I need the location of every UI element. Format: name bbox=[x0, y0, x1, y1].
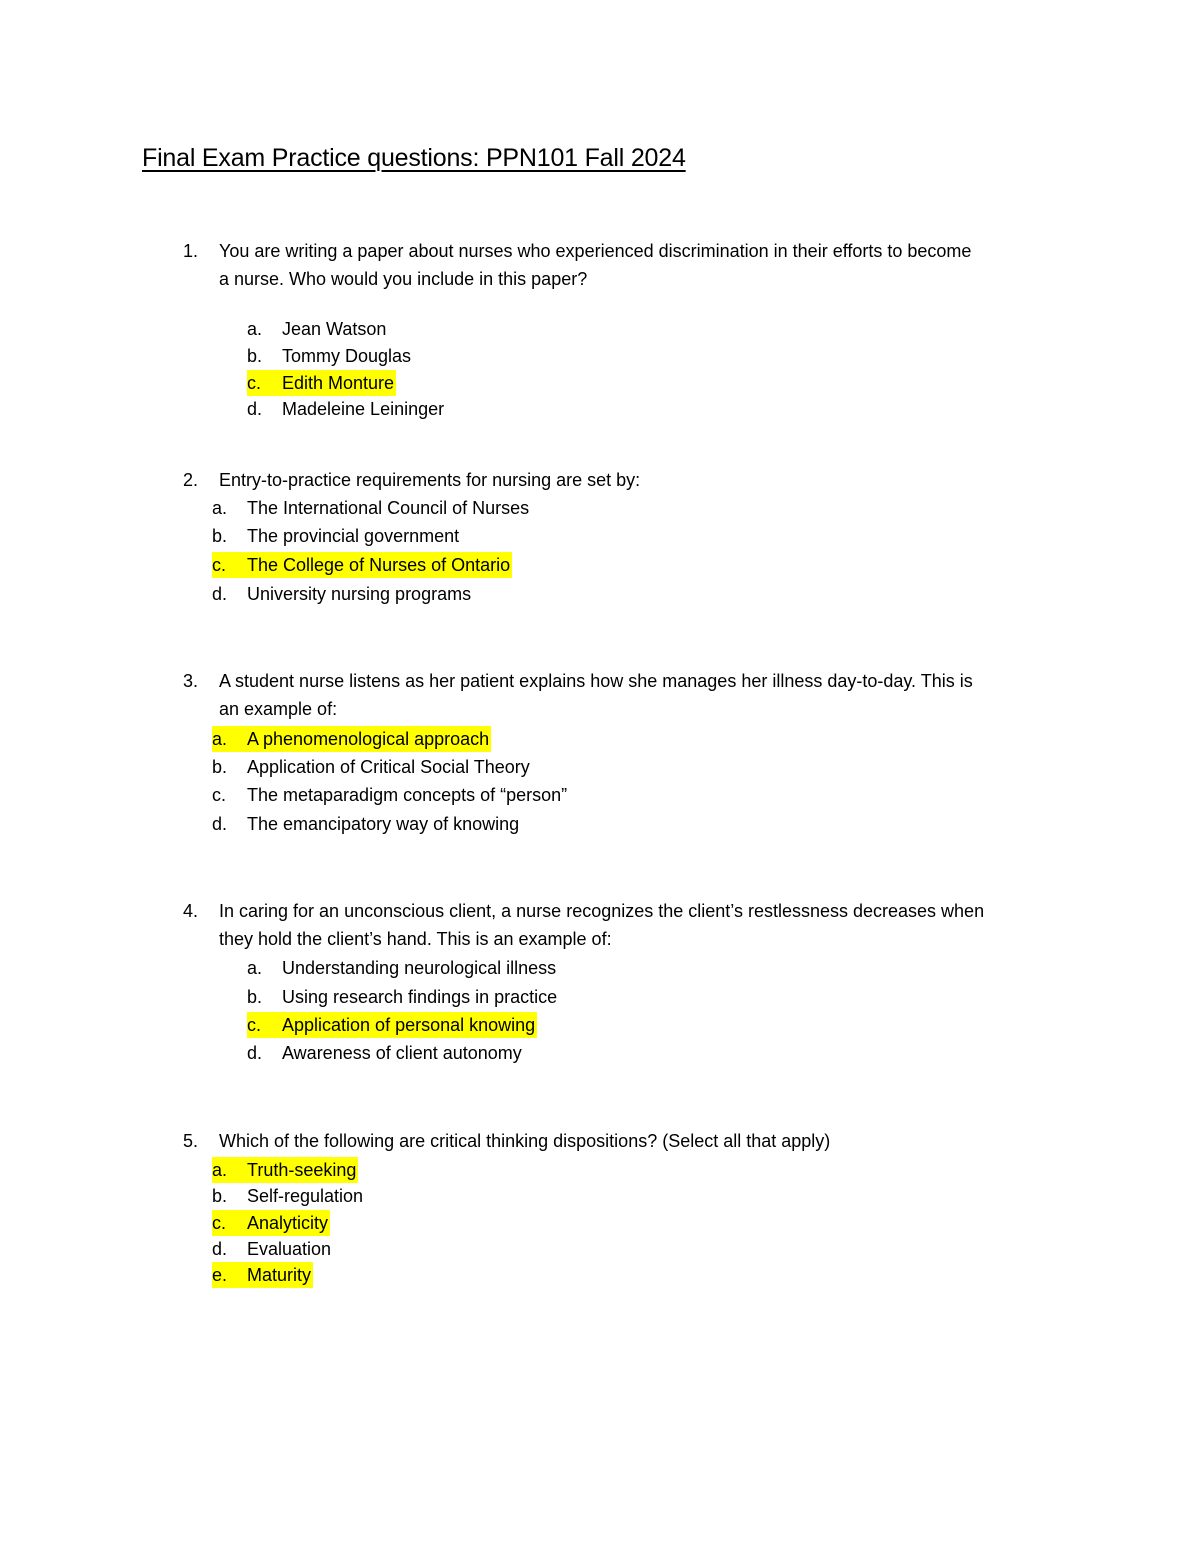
option-letter: b. bbox=[212, 757, 228, 777]
question-stem-line: a nurse. Who would you include in this paper? bbox=[219, 269, 588, 289]
option-text: Truth-seeking bbox=[247, 1160, 357, 1180]
question-number: 4. bbox=[183, 901, 199, 921]
answer-option-3c bbox=[212, 782, 567, 808]
option-text: A phenomenological approach bbox=[247, 729, 490, 749]
question-stem-line: In caring for an unconscious client, a nurse recognizes the client’s restlessness decreases when bbox=[219, 901, 985, 921]
answer-option-4a bbox=[247, 955, 556, 981]
option-text: Edith Monture bbox=[282, 373, 395, 393]
option-letter: e. bbox=[212, 1265, 228, 1285]
answer-option-2a bbox=[212, 495, 529, 521]
option-letter: d. bbox=[212, 1239, 228, 1259]
option-text: Tommy Douglas bbox=[282, 346, 412, 366]
option-letter: d. bbox=[212, 584, 228, 604]
option-letter: c. bbox=[212, 785, 227, 805]
question-number: 2. bbox=[183, 470, 199, 490]
answer-option-1c-highlighted bbox=[247, 370, 396, 396]
answer-option-4d bbox=[247, 1040, 522, 1066]
option-text: The provincial government bbox=[247, 526, 460, 546]
question-number: 1. bbox=[183, 241, 199, 261]
option-text: Using research findings in practice bbox=[282, 987, 558, 1007]
option-letter: b. bbox=[247, 987, 263, 1007]
question-stem-line: Entry-to-practice requirements for nursing are set by: bbox=[219, 470, 641, 490]
option-letter: b. bbox=[212, 526, 228, 546]
option-letter: a. bbox=[212, 498, 228, 518]
answer-option-1d bbox=[247, 396, 444, 422]
answer-option-3a-highlighted bbox=[212, 726, 491, 752]
answer-option-5c-highlighted bbox=[212, 1210, 330, 1236]
option-letter: c. bbox=[212, 555, 227, 575]
option-text: Application of personal knowing bbox=[282, 1015, 536, 1035]
question-stem-line: A student nurse listens as her patient explains how she manages her illness day-to-day. This is bbox=[219, 671, 973, 691]
option-letter: a. bbox=[247, 958, 263, 978]
option-text: The College of Nurses of Ontario bbox=[247, 555, 511, 575]
answer-option-3b bbox=[212, 754, 530, 780]
answer-option-5d bbox=[212, 1236, 331, 1262]
option-text: University nursing programs bbox=[247, 584, 472, 604]
answer-option-2d bbox=[212, 581, 471, 607]
option-letter: c. bbox=[212, 1213, 227, 1233]
option-text: The International Council of Nurses bbox=[247, 498, 530, 518]
answer-option-2c-highlighted bbox=[212, 552, 512, 578]
option-letter: b. bbox=[247, 346, 263, 366]
option-letter: c. bbox=[247, 373, 262, 393]
page-title: Final Exam Practice questions: PPN101 Fall 2024 bbox=[142, 144, 686, 172]
answer-option-5e-highlighted bbox=[212, 1262, 313, 1288]
option-text: Madeleine Leininger bbox=[282, 399, 445, 419]
answer-option-4b bbox=[247, 984, 557, 1010]
answer-option-5b bbox=[212, 1183, 363, 1209]
question-stem-line: Which of the following are critical thinking dispositions? (Select all that apply) bbox=[219, 1131, 831, 1151]
option-text: Self-regulation bbox=[247, 1186, 364, 1206]
option-letter: b. bbox=[212, 1186, 228, 1206]
option-text: The metaparadigm concepts of “person” bbox=[247, 785, 568, 805]
option-text: The emancipatory way of knowing bbox=[247, 814, 520, 834]
question-stem-line: they hold the client’s hand. This is an example of: bbox=[219, 929, 612, 949]
option-text: Evaluation bbox=[247, 1239, 332, 1259]
option-letter: d. bbox=[212, 814, 228, 834]
option-text: Application of Critical Social Theory bbox=[247, 757, 530, 777]
option-text: Awareness of client autonomy bbox=[282, 1043, 522, 1063]
answer-option-5a-highlighted bbox=[212, 1157, 358, 1183]
option-text: Understanding neurological illness bbox=[282, 958, 557, 978]
question-number: 3. bbox=[183, 671, 199, 691]
option-letter: c. bbox=[247, 1015, 262, 1035]
question-stem-line: an example of: bbox=[219, 699, 338, 719]
option-text: Maturity bbox=[247, 1265, 312, 1285]
option-letter: a. bbox=[212, 729, 228, 749]
option-text: Analyticity bbox=[247, 1213, 329, 1233]
answer-option-3d bbox=[212, 811, 519, 837]
option-letter: a. bbox=[247, 319, 263, 339]
answer-option-4c-highlighted bbox=[247, 1012, 537, 1038]
question-number: 5. bbox=[183, 1131, 199, 1151]
answer-option-1b bbox=[247, 343, 411, 369]
question-stem-line: You are writing a paper about nurses who experienced discrimination in their efforts to become bbox=[219, 241, 972, 261]
option-letter: d. bbox=[247, 1043, 263, 1063]
option-letter: d. bbox=[247, 399, 263, 419]
option-letter: a. bbox=[212, 1160, 228, 1180]
answer-option-1a bbox=[247, 316, 386, 342]
answer-option-2b bbox=[212, 523, 459, 549]
option-text: Jean Watson bbox=[282, 319, 387, 339]
